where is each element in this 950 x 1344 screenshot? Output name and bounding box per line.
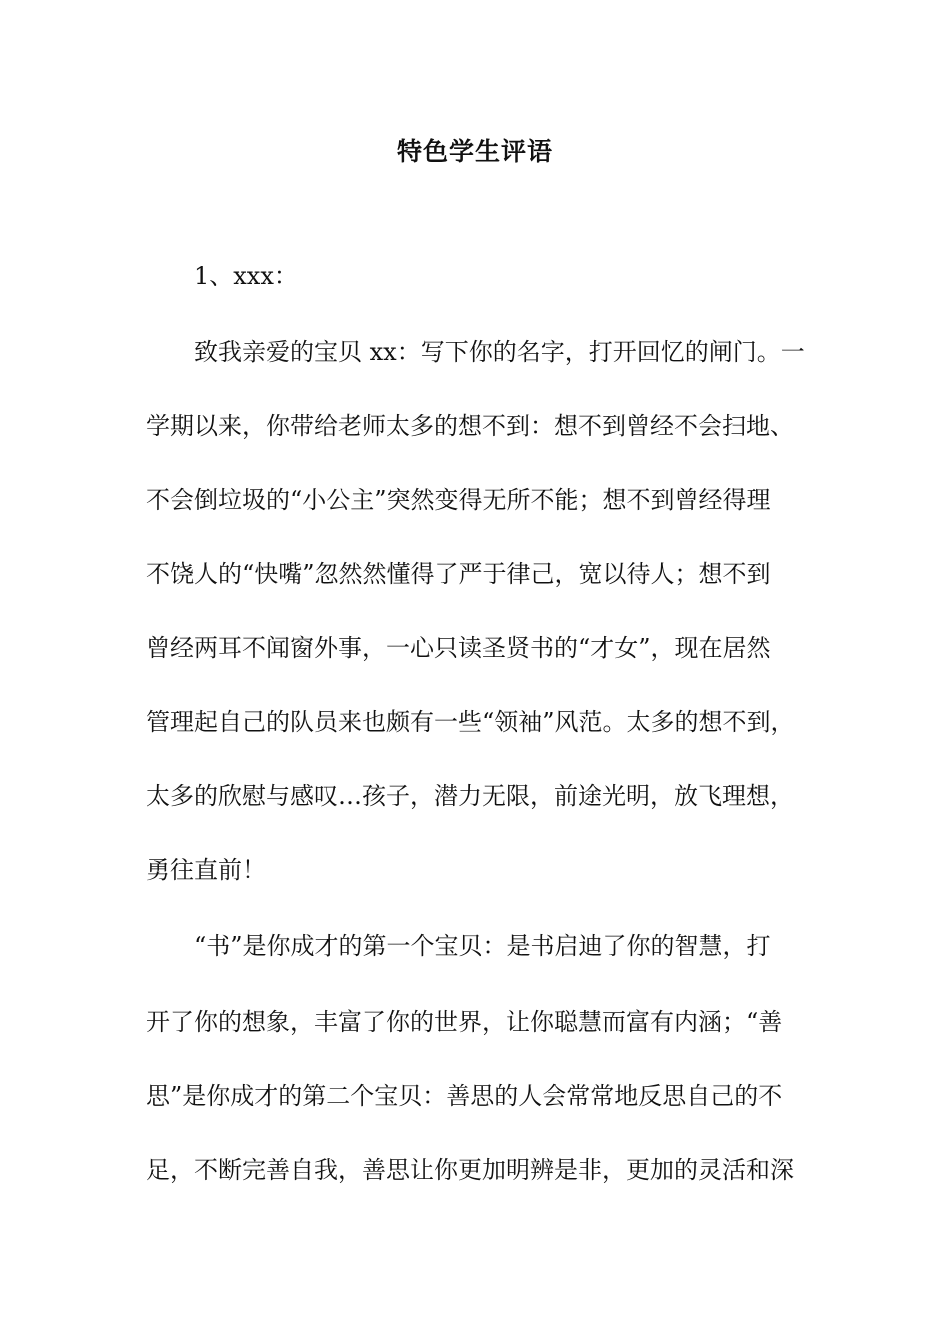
paragraph-line: 足，不断完善自我，善思让你更加明辨是非，更加的灵活和深: [146, 1156, 794, 1184]
list-item-heading: 1、xxx：: [194, 262, 298, 290]
paragraph-line: 致我亲爱的宝贝 xx：写下你的名字，打开回忆的闸门。一: [194, 338, 805, 366]
paragraph-line: 勇往直前！: [146, 856, 266, 884]
paragraph-line: 太多的欣慰与感叹…孩子，潜力无限，前途光明，放飞理想，: [146, 782, 794, 810]
paragraph-line: 开了你的想象，丰富了你的世界，让你聪慧而富有内涵；“善: [146, 1008, 783, 1036]
paragraph-line: 管理起自己的队员来也颇有一些“领袖”风范。太多的想不到，: [146, 708, 795, 736]
paragraph-line: 不会倒垃圾的“小公主”突然变得无所不能；想不到曾经得理: [146, 486, 771, 514]
document-title: 特色学生评语: [396, 137, 553, 166]
paragraph-line: “书”是你成才的第一个宝贝：是书启迪了你的智慧，打: [194, 932, 771, 960]
paragraph-line: 思”是你成才的第二个宝贝：善思的人会常常地反思自己的不: [146, 1082, 783, 1110]
paragraph-line: 曾经两耳不闻窗外事，一心只读圣贤书的“才女”，现在居然: [146, 634, 771, 662]
paragraph-line: 学期以来，你带给老师太多的想不到：想不到曾经不会扫地、: [146, 412, 794, 440]
paragraph-line: 不饶人的“快嘴”忽然然懂得了严于律己，宽以待人；想不到: [146, 560, 771, 588]
